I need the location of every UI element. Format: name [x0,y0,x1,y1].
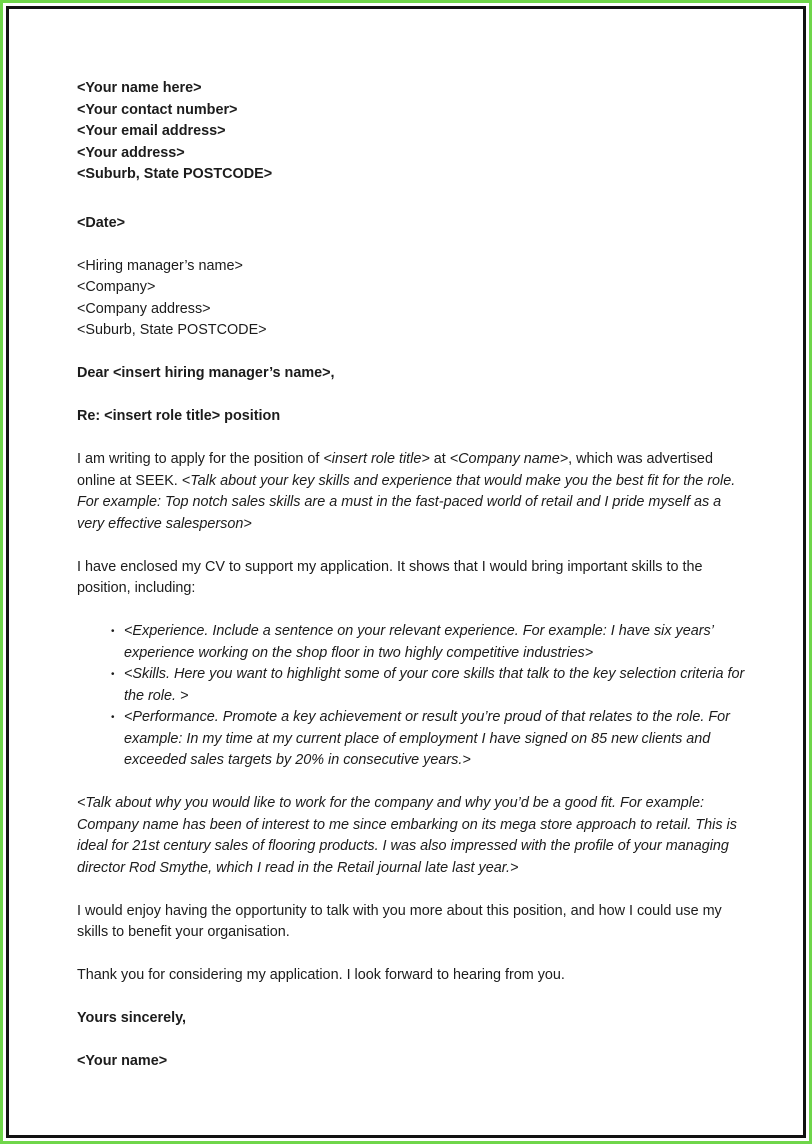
sender-suburb: <Suburb, State POSTCODE> [77,166,273,182]
fit-line-2: Company name has been of interest to me since embarking on its mega store approach to retail. This is [77,816,737,833]
sender-block [77,78,757,186]
recipient-company: <Company> [77,279,156,295]
intro-text-1: I am writing to apply for the position of [77,451,324,467]
list-item-performance [111,707,757,772]
skills-list [77,621,757,772]
sender-email: <Your email address> [77,123,226,139]
bullet-icon: • [111,712,115,723]
closing-text: Yours sincerely, [77,1010,187,1026]
recipient-address: <Company address> [77,300,211,317]
skills-line-2: the role. > [124,687,189,704]
recipient-suburb: <Suburb, State POSTCODE> [77,322,267,338]
intro-paragraph [77,449,757,535]
company-fit-paragraph [77,793,757,879]
cv-paragraph [77,557,757,600]
intro-line-2 [77,471,757,493]
salutation [77,363,757,385]
fit-line-1: <Talk about why you would like to work for the company and why you’d be a good fit. For example: [77,795,705,811]
thank-you-paragraph [77,965,757,987]
experience-line-1: <Experience. Include a sentence on your relevant experience. For example: I have six years’ [124,623,714,639]
skills-line-1: <Skills. Here you want to highlight some of your core skills that talk to the key selection criteria for [124,666,745,682]
subject-line [77,406,757,428]
intro-text-4: online at SEEK. [77,472,182,489]
list-item-experience [111,621,757,664]
performance-line-2: example: In my time at my current place of employment I have signed on 85 new clients and [124,730,711,747]
bullet-icon: • [111,626,115,637]
signature-text: <Your name> [77,1053,168,1069]
opportunity-line-1: I would enjoy having the opportunity to talk with you more about this position, and how I could use my [77,902,722,919]
intro-company-placeholder: <Company name> [449,451,569,467]
intro-line-4: very effective salesperson> [77,515,252,532]
intro-skills-placeholder: <Talk about your key skills and experience that would make you the best fit for the role. [181,472,736,489]
sender-phone: <Your contact number> [77,101,238,118]
list-item-skills [111,664,757,707]
recipient-block [77,256,757,342]
intro-line-3: For example: Top notch sales skills are a must in the fast-paced world of retail and I pride myself as a [77,494,722,510]
intro-text-2: at [429,451,450,467]
subject-text: Re: <insert role title> position [77,408,281,424]
fit-line-3: ideal for 21st century sales of flooring products. I was also impressed with the profile of your managing [77,838,729,854]
letter-date [77,213,757,235]
intro-role-placeholder: <insert role title> [323,451,430,467]
performance-line-3: exceeded sales targets by 20% in consecutive years.> [124,752,471,768]
intro-line-1 [77,449,757,471]
cv-line-1: I have enclosed my CV to support my application. It shows that I would bring important skills to the [77,558,703,575]
salutation-text: Dear <insert hiring manager’s name>, [77,365,335,381]
performance-line-1: <Performance. Promote a key achievement or result you’re proud of that relates to the role. For [124,709,730,725]
thank-you-text: Thank you for considering my application. I look forward to hearing from you. [77,967,565,983]
fit-line-4: director Rod Smythe, which I read in the Retail journal late last year.> [77,859,519,876]
sender-name: <Your name here> [77,80,202,96]
opportunity-paragraph [77,901,757,944]
cv-line-2: position, including: [77,580,196,596]
experience-line-2: experience working on the shop floor in two highly competitive industries> [124,644,594,661]
closing [77,1008,757,1030]
opportunity-line-2: skills to benefit your organisation. [77,924,290,940]
bullet-icon: • [111,669,115,680]
recipient-name: <Hiring manager’s name> [77,257,243,274]
sender-address: <Your address> [77,144,185,161]
date-text: <Date> [77,214,125,231]
signature [77,1051,757,1073]
cover-letter-document [77,78,757,1073]
intro-text-3: , which was advertised [568,451,713,467]
